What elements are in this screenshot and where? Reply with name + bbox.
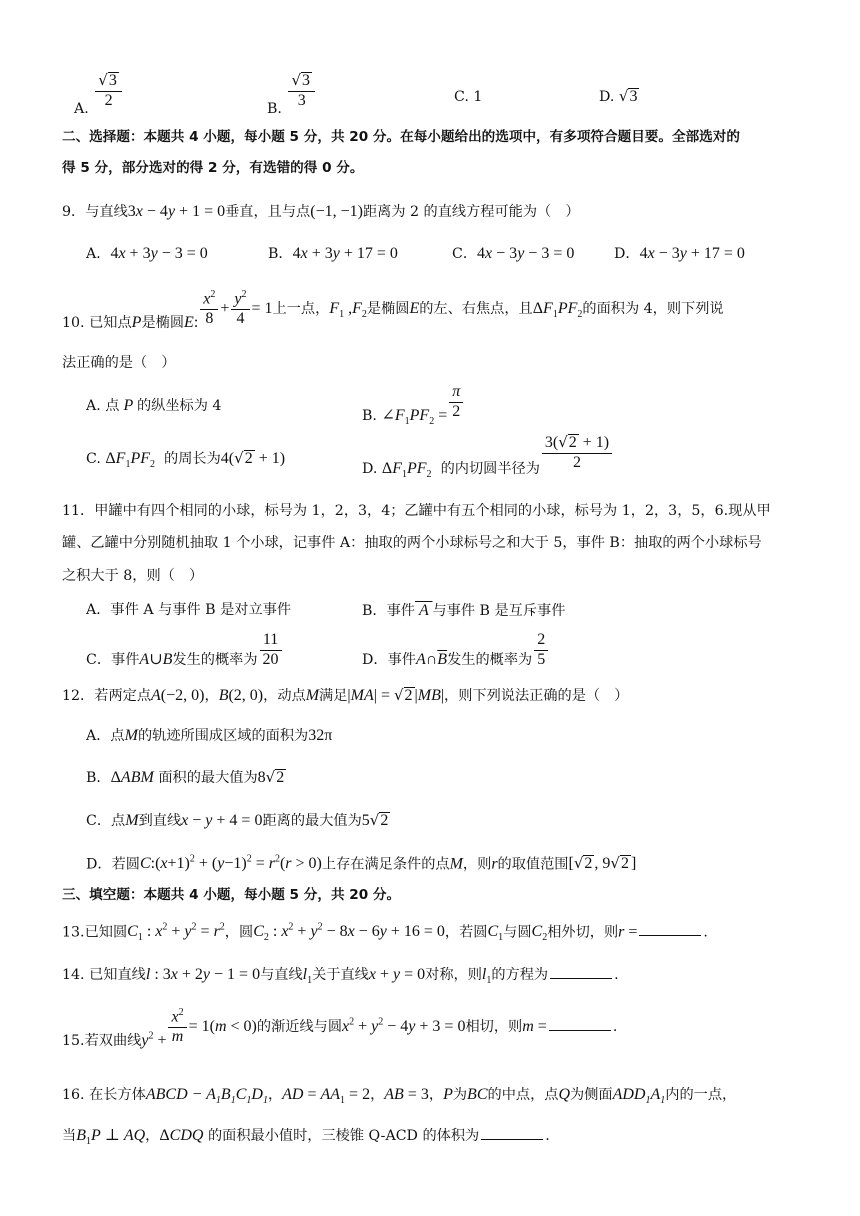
q13-answer-blank[interactable]: [639, 935, 701, 936]
section2-line1: 二、选择题：本题共 4 小题，每小题 5 分，共 20 分。在每小题给出的选项中，有多项符合题目要。全部选对的: [62, 129, 740, 145]
q11-line2: 罐、乙罐中分别随机抽取 1 个小球，记事件 A：抽取的两个小球标号之和大于 5，事件 B：抽取的两个小球标号: [62, 535, 762, 551]
q9-option-c[interactable]: C．4x − 3y − 3 = 0: [452, 245, 575, 262]
q11-option-a[interactable]: A．事件 A 与事件 B 是对立事件: [86, 602, 292, 618]
q10-option-d[interactable]: D. $\Delta F_1PF_2$ 的内切圆半径为 $\frac{3(√2 + 1)}{2}$: [362, 434, 614, 472]
q9-option-b[interactable]: B．4x + 3y + 17 = 0: [268, 245, 398, 262]
q12-option-d[interactable]: D．若圆$C:(x+1)^2 + (y-1)^2 = r^2(r > 0)$上存在满足条件的点M，则r的取值范围[√2 , 9√2 ]: [86, 854, 637, 873]
q10-line2: 法正确的是（ ）: [62, 355, 176, 371]
q8-option-c[interactable]: C. 1: [454, 89, 483, 105]
q8-option-b[interactable]: B. $\frac{√3}{3}$: [267, 78, 317, 116]
q9-option-a[interactable]: A．4x + 3y − 3 = 0: [86, 245, 208, 262]
q9-stem: 9．与直线3x − 4y + 1 = 0垂直，且与点(−1, −1)距离为 2 的直线方程可能为（ ）: [62, 203, 580, 220]
section3-title: 三、填空题：本题共 4 小题，每小题 5 分，共 20 分。: [62, 887, 401, 903]
q14-stem: 14. 已知直线l : 3x + 2y − 1 = 0与直线$l_1$关于直线x + y = 0对称，则$l_1$的方程为 .: [62, 966, 619, 987]
q10-option-b[interactable]: B. $\angle F_1PF_2$ = $\frac{\pi}{2}$: [362, 384, 465, 421]
q16-answer-blank[interactable]: [481, 1139, 543, 1140]
q10-option-c[interactable]: C. $\Delta F_1PF_2$ 的周长为4(√2 + 1): [86, 449, 286, 471]
q10-stem: 10. 已知点P是椭圆E: $\frac{x^2}{8}$ + $\frac{y^2}{4}$ = 1上一点，$F_1$ $,F_2$是椭圆E的左、右焦点，且$\Delta F_1PF_2$的面积为 4，则下列说: [62, 289, 724, 331]
q15-stem: 15.若双曲线$y^2$ + $\frac{x^2}{m}$ = 1(m < 0)的渐近线与圆$x^2 + y^2 - 4y + 3 = 0$相切，则m = .: [62, 1007, 618, 1049]
q11-line1: 11．甲罐中有四个相同的小球，标号为 1，2，3，4；乙罐中有五个相同的小球，标号为 1，2，3，5，6.现从甲: [62, 503, 771, 519]
q8-option-d[interactable]: D. √3: [599, 87, 638, 105]
q16-line1: 16. 在长方体ABCD − $A_1B_1C_1D_1$，AD = $AA_1 = 2$，AB = 3，P为BC的中点，点Q为侧面$ADD_1A_1$内的一点，: [62, 1086, 737, 1107]
q11-option-d[interactable]: D．事件$A\cap\overline{B}$发生的概率为 $\frac{2}{5}$: [362, 632, 550, 669]
q11-option-b[interactable]: B．事件 A 与事件 B 是互斥事件: [362, 602, 566, 619]
q16-line2: 当$B_1P$ ⊥ AQ，ΔCDQ 的面积最小值时，三棱锥 Q-ACD 的体积为 .: [62, 1127, 550, 1148]
q12-option-b[interactable]: B．ΔABM 面积的最大值为8√2: [86, 768, 285, 786]
q11-line3: 之积大于 8，则（ ）: [62, 568, 204, 584]
q12-stem: 12．若两定点A(−2, 0)，B(2, 0)，动点M满足|MA| = √2 |MB|，则下列说法正确的是（ ）: [62, 686, 629, 704]
q12-option-c[interactable]: C．点M到直线x − y + 4 = 0距离的最大值为5√2: [86, 811, 389, 829]
q9-option-d[interactable]: D．4x − 3y + 17 = 0: [614, 245, 745, 262]
q11-option-c[interactable]: C．事件A∪B发生的概率为 $\frac{11}{20}$: [86, 632, 284, 669]
section2-line2: 得 5 分，部分选对的得 2 分，有选错的得 0 分。: [62, 160, 364, 176]
q10-option-a[interactable]: A. 点 P 的纵坐标为 4: [86, 397, 222, 414]
q14-answer-blank[interactable]: [550, 978, 612, 979]
q13-stem: 13.已知圆$C_1$ : $x^2 + y^2 = r^2$，圆$C_2$ : $x^2 + y^2 - 8x - 6y + 16 = 0$，若圆$C_1$与圆$C_2$相外切，则r = .: [62, 922, 708, 944]
q8-option-a[interactable]: A. $\frac{√3}{2}$: [74, 78, 124, 116]
q15-answer-blank[interactable]: [549, 1030, 611, 1031]
q12-option-a[interactable]: A．点M的轨迹所围成区域的面积为32π: [86, 727, 333, 744]
